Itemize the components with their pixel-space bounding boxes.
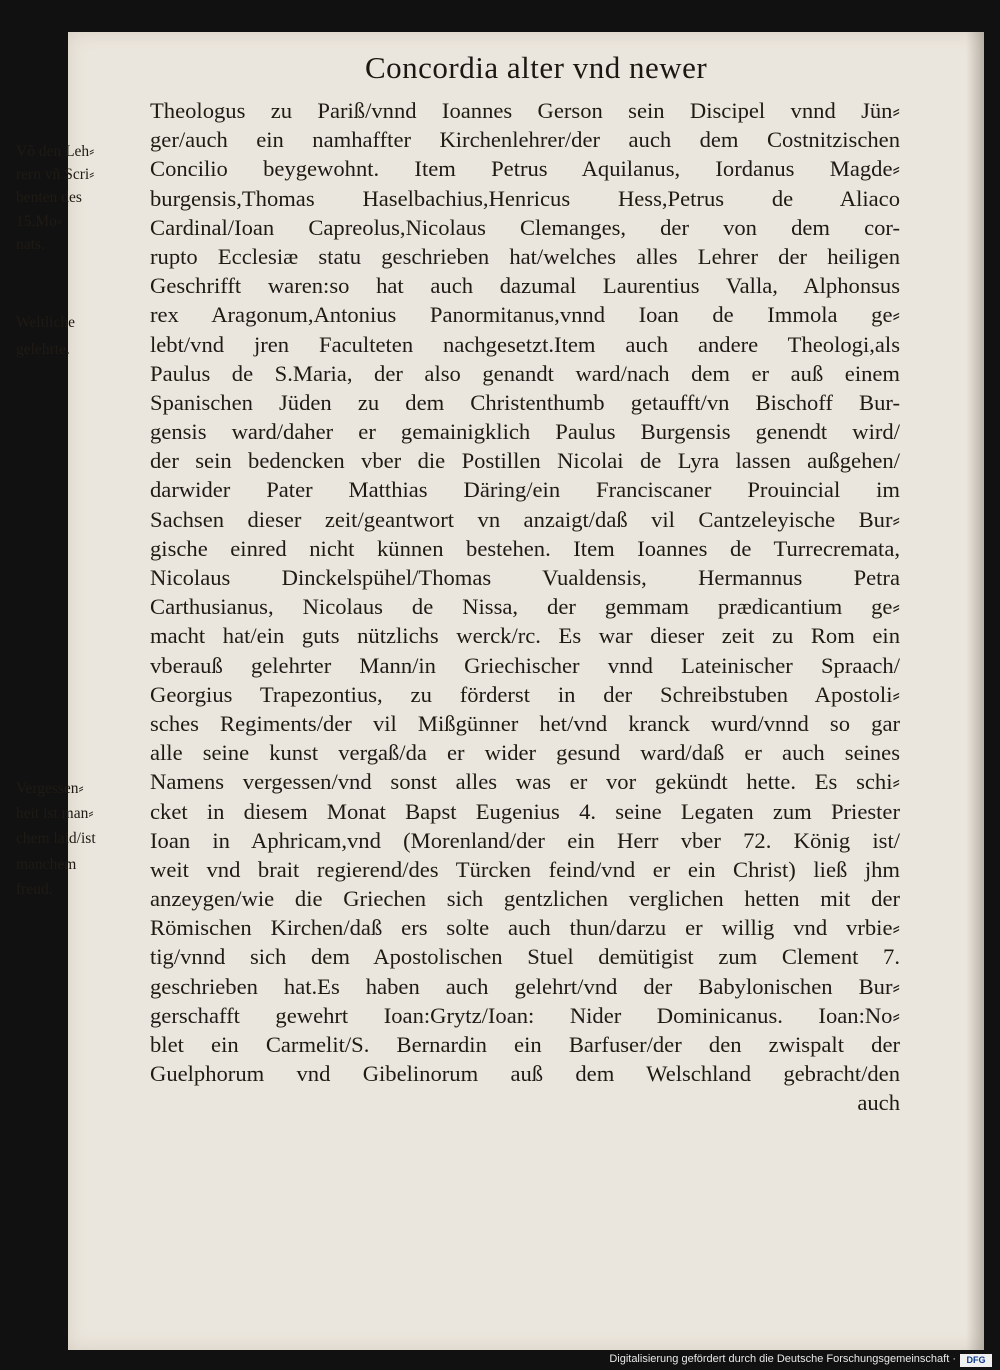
text-line: Nicolaus Dinckelspühel/Thomas Vualdensis, Hermannus Petra	[150, 565, 900, 590]
text-line: tig/vnnd sich dem Apostolischen Stuel demütigist zum Clement 7.	[150, 944, 900, 970]
text-line: geschrieben hat.Es haben auch gelehrt/vnd der Babylonischen Bur⸗	[150, 973, 900, 999]
text-line: burgensis,Thomas Haselbachius,Henricus Hess,Petrus de Aliaco	[150, 185, 900, 211]
text-line: gische einred nicht künnen bestehen. Item Ioannes de Turrecremata,	[150, 535, 900, 561]
marginal-line: benten des	[16, 189, 82, 207]
marginal-line: gelehrte.	[16, 341, 70, 359]
dfg-logo: DFG	[960, 1354, 992, 1367]
text-line: rex Aragonum,Antonius Panormitanus,vnnd Ioan de Immola ge⸗	[150, 302, 900, 328]
text-line: der sein bedencken vber die Postillen Nicolai de Lyra lassen außgehen/	[150, 448, 900, 474]
marginal-line: freud.	[16, 880, 53, 898]
text-line: darwider Pater Matthias Däring/ein Franciscaner Prouincial im	[150, 477, 900, 503]
marginal-line: Võ den Leh⸗	[16, 143, 95, 160]
marginal-line: rern vñ Scri⸗	[16, 166, 95, 184]
text-line: Theologus zu Pariß/vnnd Ioannes Gerson sein Discipel vnnd Jün⸗	[150, 98, 900, 123]
marginal-note-teachers	[16, 137, 156, 259]
text-line: Carthusianus, Nicolaus de Nissa, der gemmam prædicantium ge⸗	[150, 594, 900, 620]
marginal-line: chem laid/ist	[16, 830, 96, 848]
marginal-note-forgetfulness	[16, 774, 156, 904]
running-head: Concordia alter vnd newer	[365, 50, 708, 85]
marginal-line: Weltliche	[16, 314, 76, 331]
text-line: Ioan in Aphricam,vnd (Morenland/der ein Herr vber 72. König ist/	[150, 827, 900, 853]
marginal-line: Vergessen⸗	[16, 780, 84, 797]
text-line: gerschafft gewehrt Ioan:Grytz/Ioan: Nider Dominicanus. Ioan:No⸗	[150, 1002, 900, 1028]
text-line: Namens vergessen/vnd sonst alles was er vor gekündt hette. Es schi⸗	[150, 769, 900, 795]
catchword: auch	[857, 1090, 900, 1116]
text-line: Sachsen dieser zeit/geantwort vn anzaigt/daß vil Cantzeleyische Bur⸗	[150, 506, 900, 532]
text-line: ger/auch ein namhaffter Kirchenlehrer/der auch dem Costnitzischen	[150, 127, 900, 153]
text-line: Römischen Kirchen/daß ers solte auch thun/darzu er willig vnd vrbie⸗	[150, 915, 900, 941]
text-line: Paulus de S.Maria, der also genandt ward/nach dem er auß einem	[150, 360, 900, 386]
text-line: vberauß gelehrter Mann/in Griechischer vnnd Lateinischer Spraach/	[150, 652, 900, 678]
text-line: Georgius Trapezontius, zu förderst in der Schreibstuben Apostoli⸗	[150, 681, 900, 707]
text-line: weit vnd brait regierend/des Türcken feind/vnd er ein Christ) ließ jhm	[150, 856, 900, 882]
text-line: Concilio beygewohnt. Item Petrus Aquilanus, Iordanus Magde⸗	[150, 156, 900, 182]
marginal-line: manchem	[16, 855, 77, 873]
text-line: lebt/vnd jren Faculteten nachgesetzt.Item auch andere Theologi,als	[150, 331, 900, 357]
page-edge-shadow	[966, 32, 984, 1350]
text-line: rupto Ecclesiæ statu geschrieben hat/welches alles Lehrer der heiligen	[150, 243, 900, 269]
text-line: sches Regiments/der vil Mißgünner het/vnd kranck wurd/vnnd so gar	[150, 710, 900, 736]
text-line: alle seine kunst vergaß/da er wider gesund ward/daß er auch seines	[150, 740, 900, 766]
funding-credit: Digitalisierung gefördert durch die Deutsche Forschungsgemeinschaft ·	[609, 1353, 956, 1365]
marginal-line: heit ist man⸗	[16, 805, 94, 823]
text-line: Guelphorum vnd Gibelinorum auß dem Welschland gebracht/den	[150, 1061, 900, 1087]
marginal-line: nats.	[16, 235, 45, 253]
text-line: Spanischen Jüden zu dem Christenthumb getaufft/vn Bischoff Bur-	[150, 389, 900, 415]
marginal-line: 15.Mo⸗	[16, 212, 63, 230]
text-line: blet ein Carmelit/S. Bernardin ein Barfuser/der den zwispalt der	[150, 1032, 900, 1057]
marginal-note-secular-scholars	[16, 308, 156, 364]
main-text-block	[150, 96, 900, 1118]
text-line: anzeygen/wie die Griechen sich gentzlichen verglichen hetten mit der	[150, 886, 900, 912]
text-line: Geschrifft waren:so hat auch dazumal Laurentius Valla, Alphonsus	[150, 273, 900, 299]
text-line: cket in diesem Monat Bapst Eugenius 4. seine Legaten zum Priester	[150, 798, 900, 824]
text-line: Cardinal/Ioan Capreolus,Nicolaus Clemanges, der von dem cor-	[150, 214, 900, 240]
text-line: gensis ward/daher er gemainigklich Paulus Burgensis genendt wird/	[150, 419, 900, 445]
text-line: macht hat/ein guts nützlichs werck/rc. Es war dieser zeit zu Rom ein	[150, 623, 900, 649]
